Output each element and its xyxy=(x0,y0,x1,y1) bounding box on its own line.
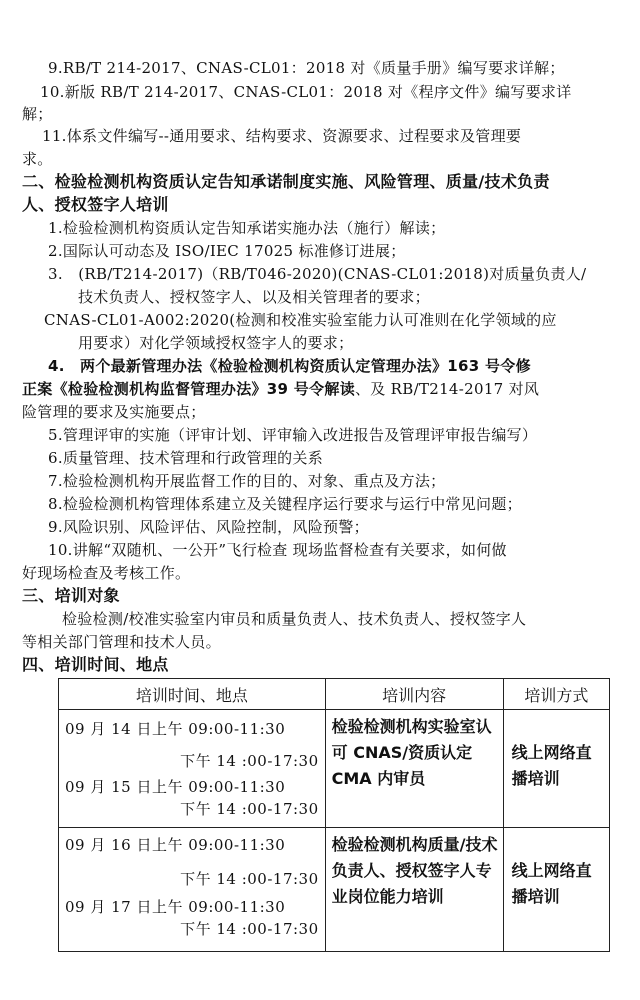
section-3-title: 三、培训对象 xyxy=(22,586,120,605)
header-time-location: 培训时间、地点 xyxy=(59,679,326,710)
section-2-item-6: 6.质量管理、技术管理和行政管理的关系 xyxy=(48,449,324,467)
time-line: 下午 14 :00-17:30 xyxy=(180,752,319,770)
method-cell xyxy=(503,828,609,952)
section-2-title-line1: 二、检验检测机构资质认定告知承诺制度实施、风险管理、质量/技术负责 xyxy=(22,172,550,191)
table-row xyxy=(59,710,610,828)
method-text: 线上网络直播培训 xyxy=(511,743,592,788)
item-10-line2: 解； xyxy=(22,105,53,123)
method-text: 线上网络直播培训 xyxy=(511,861,592,906)
time-line: 下午 14 :00-17:30 xyxy=(180,800,319,818)
section-2-item-4-line1: 4. 两个最新管理办法《检验检测机构资质认定管理办法》163 号令修 xyxy=(48,357,531,375)
section-2-item-4-line2 xyxy=(0,379,640,399)
section-2-item-9: 9.风险识别、风险评估、风险控制，风险预警； xyxy=(48,518,369,536)
table-row xyxy=(59,828,610,952)
section-2-item-2: 2.国际认可动态及 ISO/IEC 17025 标准修订进展； xyxy=(48,242,406,260)
section-4-title: 四、培训时间、地点 xyxy=(22,655,169,674)
header-method: 培训方式 xyxy=(503,679,609,710)
section-2-item-10-line1: 10.讲解“双随机、一公开”飞行检查 现场监督检查有关要求，如何做 xyxy=(48,541,507,559)
section-2-item-8: 8.检验检测机构管理体系建立及关键程序运行要求与运行中常见问题； xyxy=(48,495,522,513)
section-2-item-5: 5.管理评审的实施（评审计划、评审输入改进报告及管理评审报告编写） xyxy=(48,426,538,444)
item-9: 9.RB/T 214-2017、CNAS-CL01：2018 对《质量手册》编写要求详解； xyxy=(48,59,565,77)
time-line: 09 月 17 日上午 09:00-11:30 xyxy=(65,898,286,916)
section-2-title-line2: 人、授权签字人培训 xyxy=(22,195,169,214)
table-header-row xyxy=(59,679,610,710)
header-content: 培训内容 xyxy=(325,679,503,710)
item-11-line1: 11.体系文件编写--通用要求、结构要求、资源要求、过程要求及管理要 xyxy=(42,127,522,145)
section-2-item-3-line2: 技术负责人、授权签字人、以及相关管理者的要求； xyxy=(78,288,430,306)
section-3-text-line1: 检验检测/校准实验室内审员和质量负责人、技术负责人、授权签字人 xyxy=(62,610,527,628)
time-line: 下午 14 :00-17:30 xyxy=(180,870,319,888)
method-cell xyxy=(503,710,609,828)
content-cell xyxy=(325,710,503,828)
schedule-table xyxy=(58,678,610,952)
section-3-text-line2: 等相关部门管理和技术人员。 xyxy=(22,633,221,651)
section-2-item-3-line3: CNAS-CL01-A002:2020(检测和校准实验室能力认可准则在化学领域的应 xyxy=(44,311,557,329)
item-10-line1: 10.新版 RB/T 214-2017、CNAS-CL01：2018 对《程序文件》编写要求详 xyxy=(40,83,572,101)
section-2-item-3-line4: 用要求）对化学领域授权签字人的要求； xyxy=(78,334,354,352)
section-2-item-3-line1: 3. (RB/T214-2017)（RB/T046-2020)(CNAS-CL01:2018)对质量负责人/ xyxy=(48,265,587,283)
time-cell xyxy=(59,710,326,828)
item-4-normal-text: 、及 RB/T214-2017 对风 xyxy=(355,380,540,398)
content-cell xyxy=(325,828,503,952)
section-2-item-4-line3: 险管理的要求及实施要点； xyxy=(22,403,206,421)
section-2-item-10-line2: 好现场检查及考核工作。 xyxy=(22,564,191,582)
content-text: 检验检测机构质量/技术负责人、授权签字人专业岗位能力培训 xyxy=(331,835,498,906)
time-cell xyxy=(59,828,326,952)
time-line: 09 月 15 日上午 09:00-11:30 xyxy=(65,778,286,796)
content-text: 检验检测机构实验室认可 CNAS/资质认定 CMA 内审员 xyxy=(331,717,492,788)
time-line: 09 月 16 日上午 09:00-11:30 xyxy=(65,836,286,854)
section-2-item-1: 1.检验检测机构资质认定告知承诺实施办法（施行）解读； xyxy=(48,219,446,237)
section-2-item-7: 7.检验检测机构开展监督工作的目的、对象、重点及方法； xyxy=(48,472,446,490)
time-line: 09 月 14 日上午 09:00-11:30 xyxy=(65,720,286,738)
time-line: 下午 14 :00-17:30 xyxy=(180,920,319,938)
item-4-bold-text: 正案《检验检测机构监督管理办法》39 号令解读 xyxy=(22,380,355,398)
item-11-line2: 求。 xyxy=(22,150,53,168)
